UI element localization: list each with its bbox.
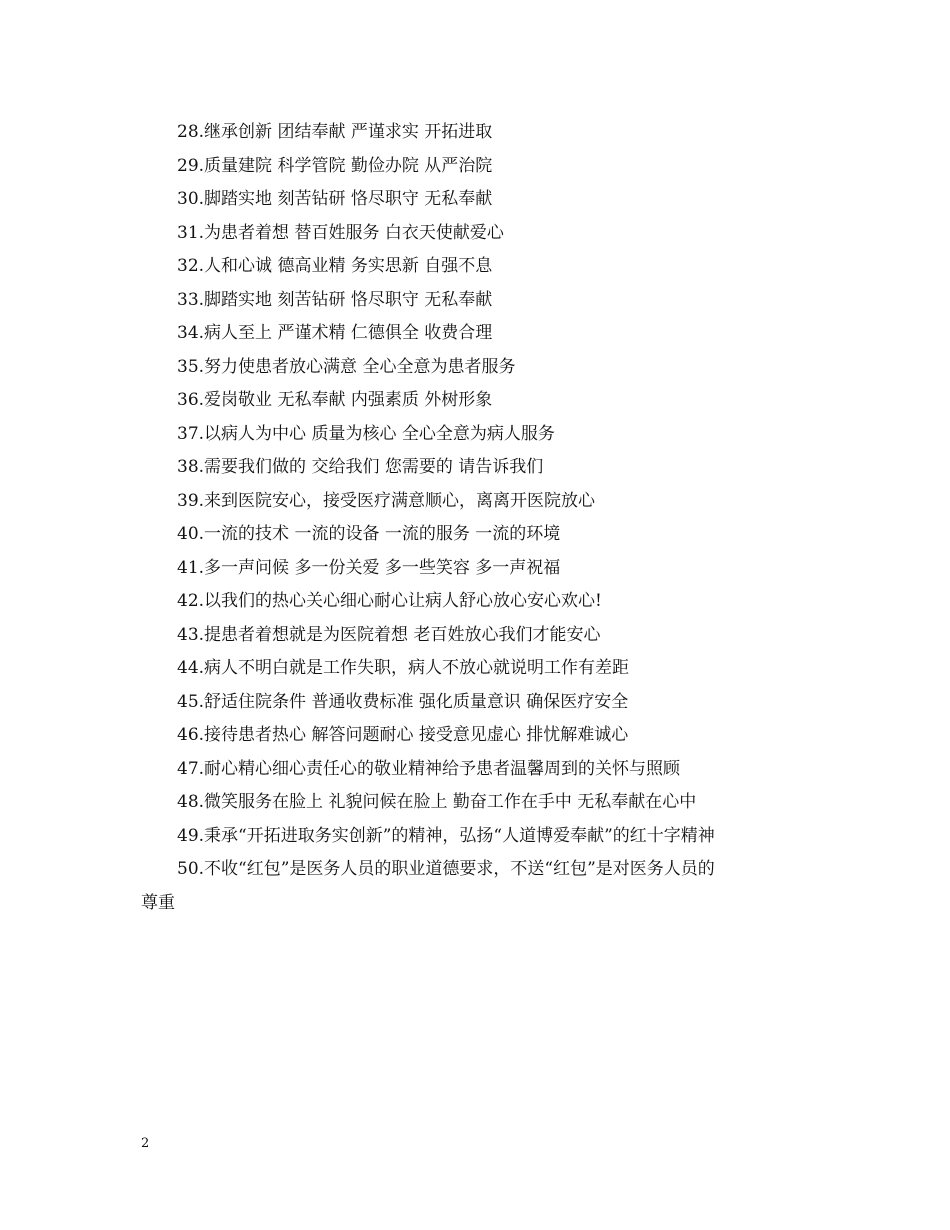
slogan-line: 41.多一声问候 多一份关爱 多一些笑容 多一声祝福 <box>177 557 561 578</box>
slogan-line: 45.舒适住院条件 普通收费标准 强化质量意识 确保医疗安全 <box>177 691 629 712</box>
slogan-line: 36.爱岗敬业 无私奉献 内强素质 外树形象 <box>177 390 493 410</box>
slogan-line: 32.人和心诚 德高业精 务实思新 自强不息 <box>177 256 493 276</box>
slogan-line: 42.以我们的热心关心细心耐心让病人舒心放心安心欢心! <box>177 591 602 611</box>
slogan-line: 30.脚踏实地 刻苦钻研 恪尽职守 无私奉献 <box>177 189 493 209</box>
slogan-line: 34.病人至上 严谨术精 仁德俱全 收费合理 <box>177 323 493 343</box>
slogan-line: 39.来到医院安心，接受医疗满意顺心，离离开医院放心 <box>177 490 596 511</box>
slogan-list <box>141 116 821 920</box>
slogan-line: 48.微笑服务在脸上 礼貌问候在脸上 勤奋工作在手中 无私奉献在心中 <box>177 792 697 812</box>
slogan-line: 43.提患者着想就是为医院着想 老百姓放心我们才能安心 <box>177 624 601 645</box>
slogan-line: 46.接待患者热心 解答问题耐心 接受意见虚心 排忧解难诚心 <box>177 725 629 745</box>
slogan-line: 35.努力使患者放心满意 全心全意为患者服务 <box>177 356 516 377</box>
slogan-line: 47.耐心精心细心责任心的敬业精神给予患者温馨周到的关怀与照顾 <box>177 758 681 779</box>
slogan-line-continuation: 尊重 <box>141 892 175 913</box>
slogan-line: 29.质量建院 科学管院 勤俭办院 从严治院 <box>177 155 493 176</box>
slogan-line: 31.为患者着想 替百姓服务 白衣天使献爱心 <box>177 222 504 243</box>
slogan-line: 49.秉承“开拓进取务实创新”的精神，弘扬“人道博爱奉献”的红十字精神 <box>177 825 715 846</box>
slogan-line: 40.一流的技术 一流的设备 一流的服务 一流的环境 <box>177 524 561 544</box>
slogan-line: 38.需要我们做的 交给我们 您需要的 请告诉我们 <box>177 457 544 477</box>
slogan-line: 50.不收“红包”是医务人员的职业道德要求，不送“红包”是对医务人员的 <box>177 859 715 879</box>
slogan-line: 44.病人不明白就是工作失职，病人不放心就说明工作有差距 <box>177 658 630 678</box>
slogan-line: 37.以病人为中心 质量为核心 全心全意为病人服务 <box>177 423 555 444</box>
page-number: 2 <box>141 1136 150 1151</box>
slogan-line: 33.脚踏实地 刻苦钻研 恪尽职守 无私奉献 <box>177 289 493 310</box>
slogan-line: 28.继承创新 团结奉献 严谨求实 开拓进取 <box>177 122 493 142</box>
